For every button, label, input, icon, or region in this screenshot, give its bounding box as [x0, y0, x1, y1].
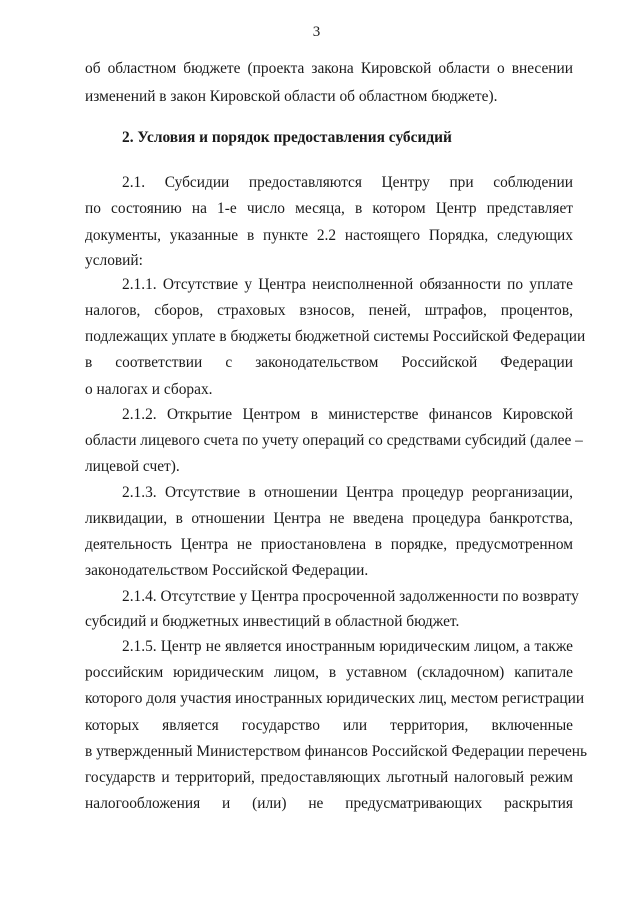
text-line: 2.1.3. Отсутствие в отношении Центра процедур реорганизации,: [122, 484, 573, 501]
text-line: изменений в закон Кировской области об областном бюджете).: [85, 88, 498, 105]
text-line: в соответствии с законодательством Российской Федерации: [85, 354, 573, 371]
text-line: области лицевого счета по учету операций со средствами субсидий (далее –: [85, 432, 583, 449]
text-line: 2.1.1. Отсутствие у Центра неисполненной обязанности по уплате: [122, 276, 573, 293]
text-line: налогообложения и (или) не предусматривающих раскрытия: [85, 795, 573, 812]
text-line: государств и территорий, предоставляющих льготный налоговый режим: [85, 769, 573, 786]
text-line: деятельность Центра не приостановлена в порядке, предусмотренном: [85, 536, 573, 553]
page-number: 3: [312, 24, 321, 40]
text-line: субсидий и бюджетных инвестиций в областной бюджет.: [85, 613, 460, 630]
text-line: подлежащих уплате в бюджеты бюджетной системы Российской Федерации: [85, 328, 586, 345]
text-line: 2.1. Субсидии предоставляются Центру при соблюдении: [122, 174, 573, 191]
text-line: которых является государство или территория, включенные: [85, 717, 573, 734]
text-line: по состоянию на 1-е число месяца, в котором Центр представляет: [85, 200, 573, 217]
text-line: 2.1.5. Центр не является иностранным юридическим лицом, а также: [122, 638, 573, 655]
section-heading: 2. Условия и порядок предоставления субсидий: [122, 129, 452, 146]
text-line: в утвержденный Министерством финансов Российской Федерации перечень: [85, 743, 588, 760]
text-line: 2.1.2. Открытие Центром в министерстве финансов Кировской: [122, 406, 573, 423]
text-line: документы, указанные в пункте 2.2 настоящего Порядка, следующих: [85, 227, 573, 244]
text-line: лицевой счет).: [85, 458, 180, 475]
text-line: законодательством Российской Федерации.: [85, 562, 369, 579]
text-line: налогов, сборов, страховых взносов, пеней, штрафов, процентов,: [85, 302, 573, 319]
text-line: которого доля участия иностранных юридических лиц, местом регистрации: [85, 690, 585, 707]
text-line: о налогах и сборах.: [85, 381, 213, 398]
text-line: ликвидации, в отношении Центра не введена процедура банкротства,: [85, 510, 573, 527]
text-line: условий:: [85, 252, 143, 269]
text-line: 2.1.4. Отсутствие у Центра просроченной задолженности по возврату: [122, 588, 579, 605]
text-line: российским юридическим лицом, в уставном (складочном) капитале: [85, 664, 573, 681]
text-line: об областном бюджете (проекта закона Кировской области о внесении: [85, 60, 573, 77]
